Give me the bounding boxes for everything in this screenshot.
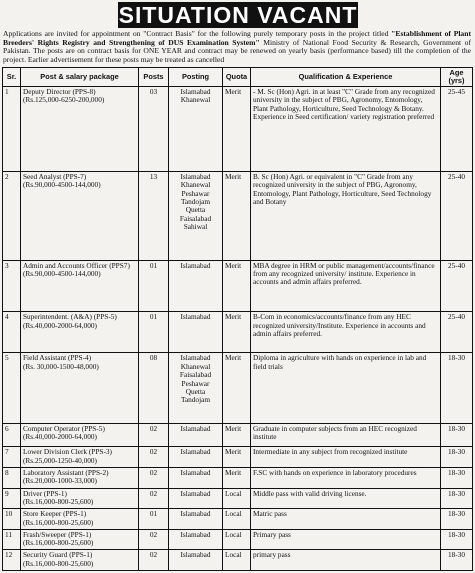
serial-number: 11 [3, 529, 21, 550]
posting-location: Islamabad [180, 423, 211, 433]
header-sr: Sr. [3, 68, 21, 87]
age-range: 18-30 [441, 488, 473, 508]
posting-cell [169, 488, 223, 508]
posting-location: Islamabad [180, 447, 211, 457]
posting-location: Peshawar [181, 378, 210, 388]
posting-cell [169, 312, 223, 353]
table-row [3, 447, 473, 468]
post-cell [21, 423, 139, 447]
quota: Merit [223, 260, 251, 312]
salary-package: (Rs.125,000-6250-200,000) [23, 95, 105, 105]
post-cell [21, 529, 139, 550]
serial-number: 12 [3, 550, 21, 571]
qualification: Primary pass [251, 529, 441, 550]
quota: Local [223, 488, 251, 508]
posts-count: 08 [139, 353, 169, 423]
quota: Merit [223, 312, 251, 353]
quota: Local [223, 550, 251, 571]
posting-location: Quetta [185, 387, 206, 397]
posts-count: 02 [139, 488, 169, 508]
posting-location: Islamabad [180, 550, 211, 560]
salary-package: (Rs.16,000-800-25,600) [23, 537, 94, 547]
salary-package: (Rs.16,000-800-25,600) [23, 517, 94, 527]
posting-cell [169, 550, 223, 571]
header-age: Age (yrs) [441, 68, 473, 87]
posting-location: Quetta [185, 205, 206, 215]
posts-count: 01 [139, 509, 169, 529]
table-row [3, 312, 473, 353]
salary-package: (Rs. 30,000-1500-48,000) [23, 361, 99, 371]
serial-number: 1 [3, 87, 21, 172]
posting-location: Khanewal [180, 95, 211, 105]
serial-number: 5 [3, 353, 21, 423]
post-title: Laboratory Assistant (PPS-2) [23, 468, 109, 478]
salary-package: (Rs.90,000-4500-144,000) [23, 180, 101, 190]
serial-number: 7 [3, 447, 21, 468]
header-qualification: Qualification & Experience [251, 68, 441, 87]
posting-location: Islamabad [180, 87, 211, 96]
qualification: primary pass [251, 550, 441, 571]
posts-count: 02 [139, 423, 169, 447]
title-banner [118, 2, 358, 28]
header-post: Post & salary package [21, 68, 139, 87]
serial-number: 9 [3, 488, 21, 508]
intro-text-1: Applications are invited for appointment on "Contract Basis" for the following purely temporary posts in the project titled [3, 29, 392, 38]
table-row [3, 87, 473, 172]
serial-number: 10 [3, 509, 21, 529]
posts-count: 03 [139, 87, 169, 172]
project-name: "Establishment of Plant Breeders' Rights Registry and Strengthening of DUS Examination System" [3, 29, 471, 47]
header-quota: Quota [223, 68, 251, 87]
post-title: Deputy Director (PPS-8) [23, 87, 96, 96]
qualification: Graduate in computer subjects from an HEC recognized institute [251, 423, 441, 447]
quota: Merit [223, 353, 251, 423]
posting-location: Islamabad [180, 529, 211, 539]
posting-location: Faisalabad [179, 213, 212, 223]
posting-cell [169, 529, 223, 550]
post-title: Field Assistant (PPS-4) [23, 353, 92, 363]
post-title: Computer Operator (PPS-5) [23, 423, 105, 433]
serial-number: 6 [3, 423, 21, 447]
quota: Merit [223, 87, 251, 172]
posts-count: 02 [139, 468, 169, 489]
posting-location: Sahiwal [183, 222, 208, 232]
posting-cell [169, 468, 223, 489]
post-cell [21, 87, 139, 172]
post-title: Store Keeper (PPS-1) [23, 509, 87, 519]
salary-package: (Rs.16,000-800-25,600) [23, 497, 94, 507]
posting-cell [169, 423, 223, 447]
table-row [3, 550, 473, 571]
serial-number: 2 [3, 171, 21, 260]
age-range: 18-30 [441, 353, 473, 423]
post-cell [21, 550, 139, 571]
post-cell [21, 171, 139, 260]
posts-count: 01 [139, 260, 169, 312]
posting-location: Islamabad [180, 171, 211, 181]
age-range: 25-40 [441, 171, 473, 260]
quota: Local [223, 509, 251, 529]
table-row [3, 488, 473, 508]
vacancy-table [2, 67, 473, 571]
quota: Local [223, 529, 251, 550]
qualification: B. Sc (Hon) Agri. or equivalent in "C" Grade from any recognized university in the subject of PBG, Agronomy, Entomology, Plant Pathology, Horticulture, Seed Technology and Botany [251, 171, 441, 260]
posting-location: Peshawar [181, 188, 210, 198]
age-range: 18-30 [441, 550, 473, 571]
serial-number: 4 [3, 312, 21, 353]
post-title: Lower Division Clerk (PPS-3) [23, 447, 112, 457]
header-posting: Posting [169, 68, 223, 87]
table-row [3, 353, 473, 423]
quota: Merit [223, 171, 251, 260]
posting-cell [169, 509, 223, 529]
age-range: 18-30 [441, 447, 473, 468]
serial-number: 8 [3, 468, 21, 489]
post-cell [21, 312, 139, 353]
qualification: Matric pass [251, 509, 441, 529]
posting-location: Khanewal [180, 180, 211, 190]
posting-location: Islamabad [180, 353, 211, 363]
post-title: Driver (PPS-1) [23, 488, 67, 498]
post-cell [21, 447, 139, 468]
posting-location: Khanewal [180, 361, 211, 371]
age-range: 18-30 [441, 423, 473, 447]
age-range: 25-40 [441, 260, 473, 312]
post-title: Seed Analyst (PPS-7) [23, 171, 87, 181]
posting-cell [169, 353, 223, 423]
age-range: 25-40 [441, 312, 473, 353]
post-title: Frash/Sweeper (PPS-1) [23, 529, 92, 539]
page-title: SITUATION VACANT [118, 2, 358, 28]
table-row [3, 529, 473, 550]
salary-package: (Rs.20,000-1000-33,000) [23, 476, 97, 486]
table-row [3, 509, 473, 529]
posts-count: 02 [139, 529, 169, 550]
age-range: 18-30 [441, 529, 473, 550]
table-row [3, 260, 473, 312]
posting-location: Tandojam [180, 196, 211, 206]
salary-package: (Rs.16,000-800-25,600) [23, 558, 94, 568]
post-cell [21, 468, 139, 489]
posting-cell [169, 260, 223, 312]
qualification: F.SC with hands on experience in laboratory procedures [251, 468, 441, 489]
post-title: Superintendent. (A&A) (PPS-5) [23, 312, 117, 322]
posting-location: Islamabad [180, 468, 211, 478]
posting-location: Islamabad [180, 312, 211, 322]
salary-package: (Rs.40,000-2000-64,000) [23, 432, 97, 442]
posting-location: Islamabad [180, 509, 211, 519]
intro-paragraph [3, 30, 471, 64]
posting-location: Tandojam [180, 395, 211, 405]
qualification: MBA degree in HRM or public management/accounts/finance from any recognized university/ institute. Experience in accounts and admin affairs preferred. [251, 260, 441, 312]
qualification: - M. Sc (Hon) Agri. in at least "C" Grade from any recognized university in the subject of PBG, Agronomy, Entomology, Plant Pathology, Horticulture, Seed Technology & Botany. Experience in Seed certification/ variety registration preferred [251, 87, 441, 172]
posts-count: 01 [139, 312, 169, 353]
age-range: 18-30 [441, 509, 473, 529]
salary-package: (Rs.90,000-4500-144,000) [23, 268, 101, 278]
age-range: 18-30 [441, 468, 473, 489]
posting-cell [169, 171, 223, 260]
age-range: 25-45 [441, 87, 473, 172]
post-title: Security Guard (PPS-1) [23, 550, 93, 560]
posting-location: Islamabad [180, 488, 211, 498]
post-cell [21, 509, 139, 529]
post-title: Admin and Accounts Officer (PPS7) [23, 260, 130, 270]
table-header-row [3, 68, 473, 87]
posting-location: Faisalabad [179, 370, 212, 380]
posting-location: Islamabad [180, 260, 211, 270]
qualification: Middle pass with valid driving license. [251, 488, 441, 508]
post-cell [21, 488, 139, 508]
table-row [3, 468, 473, 489]
quota: Merit [223, 447, 251, 468]
qualification: B-Com in economics/accounts/finance from any HEC recognized university/Institute. Experience in accounts and admin affairs preferred. [251, 312, 441, 353]
salary-package: (Rs.40,000-2000-64,000) [23, 320, 97, 330]
header-posts: Posts [139, 68, 169, 87]
table-row [3, 423, 473, 447]
posts-count: 02 [139, 447, 169, 468]
table-row [3, 171, 473, 260]
quota: Merit [223, 468, 251, 489]
posting-cell [169, 447, 223, 468]
quota: Merit [223, 423, 251, 447]
serial-number: 3 [3, 260, 21, 312]
posting-cell [169, 87, 223, 172]
qualification: Intermediate in any subject from recognized institute [251, 447, 441, 468]
post-cell [21, 260, 139, 312]
intro-text-2: Ministry of National Food Security & Research, Government of Pakistan. The posts are on contract basis for ONE YEAR and contract may be renewed on yearly basis (performance based) till the completion of the project. Earlier advertisement for these posts may be treated as cancelled [3, 37, 471, 64]
posts-count: 13 [139, 171, 169, 260]
qualification: Diploma in agriculture with hands on experience in lab and field trials [251, 353, 441, 423]
post-cell [21, 353, 139, 423]
posts-count: 02 [139, 550, 169, 571]
salary-package: (Rs.25,000-1250-40,000) [23, 455, 97, 465]
